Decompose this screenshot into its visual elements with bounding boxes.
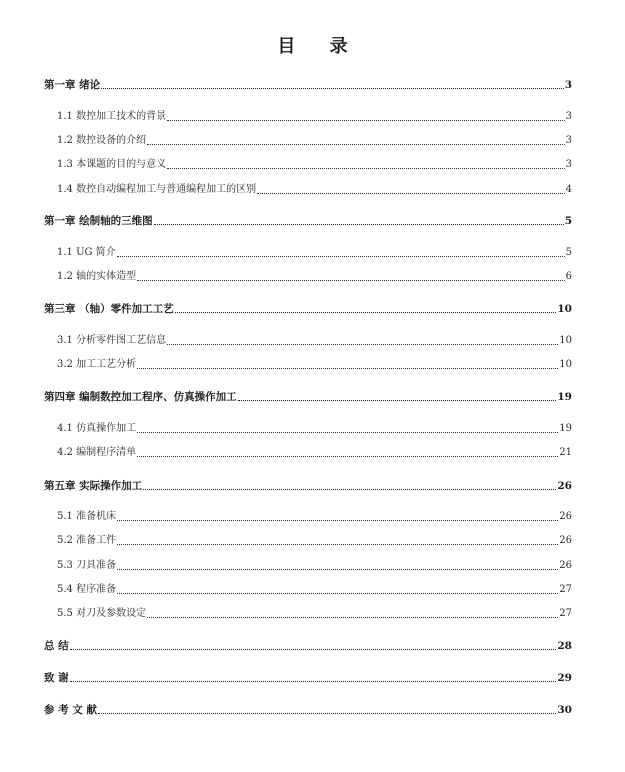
toc-entry-section[interactable] — [57, 358, 572, 372]
toc-entry-label: 3.1 分析零件图工艺信息 — [57, 335, 167, 346]
toc-entry-page: 26 — [559, 535, 572, 546]
toc-entry-page: 21 — [559, 447, 572, 458]
dot-leader — [167, 168, 565, 169]
toc-entry-page: 3 — [565, 111, 572, 122]
toc-entry-chapter[interactable] — [44, 302, 572, 316]
toc-entry-page: 10 — [557, 303, 572, 315]
dot-leader — [167, 120, 565, 121]
toc-entry-label: 5.5 对刀及参数设定 — [57, 608, 147, 619]
toc-entry-label: 1.2 数控设备的介绍 — [57, 135, 147, 146]
toc-entry-page: 3 — [565, 159, 572, 170]
toc-entry-label: 5.1 准备机床 — [57, 511, 117, 522]
toc-entry-page: 10 — [559, 335, 572, 346]
dot-leader — [147, 144, 565, 145]
toc-entry-label: 第一章 绪论 — [44, 79, 101, 91]
dot-leader — [154, 224, 564, 225]
toc-entry-label: 5.4 程序准备 — [57, 584, 117, 595]
toc-entry-page: 3 — [565, 135, 572, 146]
toc-entry-section[interactable] — [57, 446, 572, 460]
toc-entry-label: 致 谢 — [44, 672, 69, 684]
dot-leader — [117, 593, 558, 594]
dot-leader — [117, 544, 558, 545]
toc-entry-section[interactable] — [57, 583, 572, 597]
toc-entry-section[interactable] — [57, 334, 572, 348]
toc-entry-label: 3.2 加工工艺分析 — [57, 359, 137, 370]
toc-entry-label: 1.2 轴的实体造型 — [57, 271, 137, 282]
toc-entry-label: 4.2 编制程序清单 — [57, 447, 137, 458]
dot-leader — [70, 649, 557, 650]
toc-entry-page: 30 — [557, 704, 572, 716]
toc-entry-label: 1.1 数控加工技术的背景 — [57, 111, 167, 122]
toc-entry-label: 1.1 UG 简介 — [57, 247, 116, 258]
toc-entry-label: 1.4 数控自动编程加工与普通编程加工的区别 — [57, 184, 257, 195]
dot-leader — [98, 713, 556, 714]
toc-entry-section[interactable] — [57, 134, 572, 148]
toc-entry-label: 5.3 刀具准备 — [57, 560, 117, 571]
toc-entry-section[interactable] — [57, 510, 572, 524]
toc-entry-section[interactable] — [57, 246, 572, 260]
toc-entry-section[interactable] — [57, 110, 572, 124]
toc-entry-chapter[interactable] — [44, 214, 572, 228]
dot-leader — [117, 256, 565, 257]
toc-entry-page: 26 — [557, 480, 572, 492]
toc-entry-label: 总 结 — [44, 640, 69, 652]
dot-leader — [70, 681, 557, 682]
toc-entry-section[interactable] — [57, 422, 572, 436]
toc-entry-label: 1.3 本课题的目的与意义 — [57, 159, 167, 170]
toc-entry-chapter[interactable] — [44, 78, 572, 92]
toc-entry-section[interactable] — [57, 607, 572, 621]
toc-entry-page: 10 — [559, 359, 572, 370]
dot-leader — [137, 456, 558, 457]
toc-entry-label: 第一章 绘制轴的三维图 — [44, 215, 153, 227]
toc-entry-label: 第三章 （轴）零件加工工艺 — [44, 303, 174, 315]
toc-entry-label: 第五章 实际操作加工 — [44, 480, 143, 492]
toc-entry-section[interactable] — [57, 534, 572, 548]
toc-entry-page: 26 — [559, 511, 572, 522]
toc-entry-page: 5 — [564, 215, 572, 227]
toc-entry-chapter[interactable] — [44, 639, 572, 653]
toc-entry-page: 26 — [559, 560, 572, 571]
dot-leader — [117, 520, 558, 521]
toc-entry-label: 第四章 编制数控加工程序、仿真操作加工 — [44, 391, 237, 403]
toc-entry-page: 27 — [559, 608, 572, 619]
toc-entry-page: 19 — [559, 423, 572, 434]
dot-leader — [101, 88, 564, 89]
toc-entry-page: 27 — [559, 584, 572, 595]
toc-entry-chapter[interactable] — [44, 390, 572, 404]
toc-entry-chapter[interactable] — [44, 703, 572, 717]
dot-leader — [137, 280, 565, 281]
dot-leader — [143, 489, 556, 490]
dot-leader — [257, 193, 565, 194]
toc-entry-section[interactable] — [57, 183, 572, 197]
dot-leader — [137, 432, 558, 433]
dot-leader — [117, 569, 558, 570]
dot-leader — [238, 400, 557, 401]
dot-leader — [137, 368, 558, 369]
toc-entry-label: 5.2 准备工件 — [57, 535, 117, 546]
toc-entry-page: 19 — [557, 391, 572, 403]
toc-entry-section[interactable] — [57, 158, 572, 172]
toc-entry-page: 3 — [564, 79, 572, 91]
toc-entry-chapter[interactable] — [44, 479, 572, 493]
toc-entry-page: 6 — [565, 271, 572, 282]
toc-entry-section[interactable] — [57, 270, 572, 284]
toc-entry-label: 4.1 仿真操作加工 — [57, 423, 137, 434]
page-title: 目 录 — [277, 36, 362, 57]
toc-entry-section[interactable] — [57, 559, 572, 573]
dot-leader — [167, 344, 558, 345]
toc-entry-page: 29 — [557, 672, 572, 684]
dot-leader — [175, 312, 557, 313]
toc-entry-chapter[interactable] — [44, 671, 572, 685]
toc-entry-page: 28 — [557, 640, 572, 652]
dot-leader — [147, 617, 558, 618]
toc-entry-label: 参 考 文 献 — [44, 704, 97, 716]
toc-entry-page: 4 — [565, 184, 572, 195]
toc-entry-page: 5 — [565, 247, 572, 258]
